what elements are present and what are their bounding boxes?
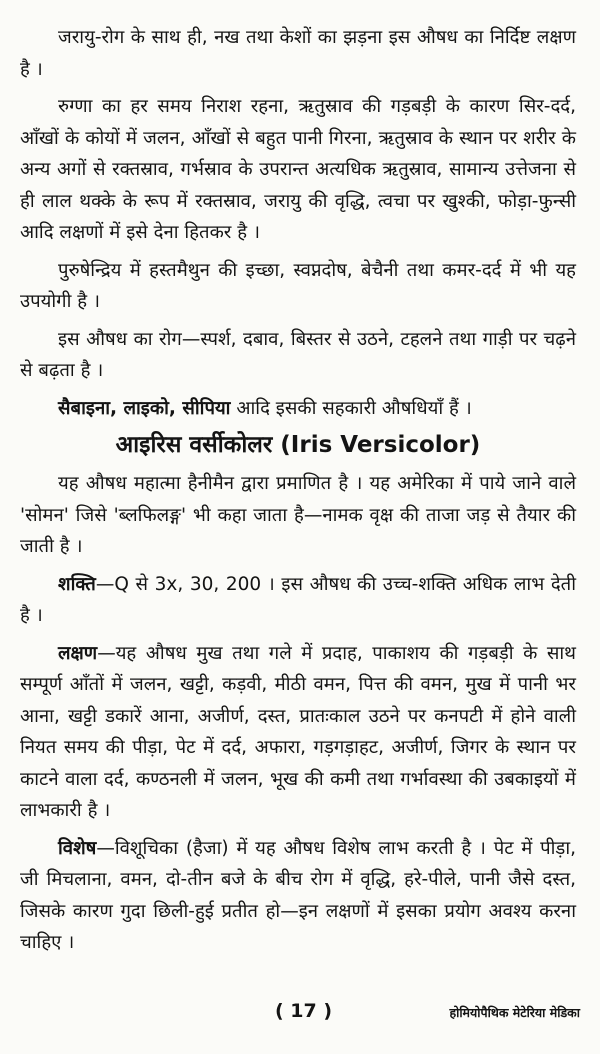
paragraph-text: —विशूचिका (हैजा) में यह औषध विशेष लाभ करती है । पेट में पीड़ा, जी मिचलाना, वमन, दो-तीन बजे के बीच रोग में वृद्धि, हरे-पीले, पानी जैसे दस्त, जिसके कारण गुदा छिली-हुई प्रतीत हो—इन लक्षणों में इसका प्रयोग अवश्य करना चाहिए । — [20, 837, 576, 953]
indications-label: लक्षण — [58, 642, 98, 664]
paragraph-potency — [20, 569, 576, 632]
paragraph-text: आदि इसकी सहकारी औषधियाँ हैं । — [230, 397, 472, 419]
paragraph-text: इस औषध का रोग—स्पर्श, दबाव, बिस्तर से उठने, टहलने तथा गाड़ी पर चढ़ने से बढ़ता है । — [20, 328, 576, 381]
paragraph-origin — [20, 468, 576, 563]
paragraph-nail-hair-loss — [20, 22, 576, 85]
book-title: होमियोपैथिक मेटेरिया मेडिका — [449, 1005, 580, 1020]
remedy-names: सैबाइना, लाइको, सीपिया — [58, 397, 231, 419]
paragraph-text: पुरुषेन्द्रिय में हस्तमैथुन की इच्छा, स्वप्नदोष, बेचैनी तथा कमर-दर्द में भी यह उपयोगी है । — [20, 259, 577, 312]
paragraph-text: —यह औषध मुख तथा गले में प्रदाह, पाकाशय की गड़बड़ी के साथ सम्पूर्ण आँतों में जलन, खट्टी, कड़वी, मीठी वमन, पित्त की वमन, मुख में पानी भर आना, खट्टी डकारें आना, अजीर्ण, दस्त, प्रातःकाल उठने पर कनपटी में होने वाली नियत समय की पीड़ा, पेट में दर्द, अफारा, गड़गड़ाहट, अजीर्ण, जिगर के स्थान पर काटने वाला दर्द, कण्ठनली में जलन, भूख की कमी तथा गर्भावस्था की उबकाइयों में लाभकारी है । — [20, 642, 576, 821]
page-footer — [20, 1000, 580, 1026]
paragraph-text: रुग्णा का हर समय निराश रहना, ऋतुस्राव की गड़बड़ी के कारण सिर-दर्द, आँखों के कोयों में जलन, आँखों से बहुत पानी गिरना, ऋतुस्राव के स्थान पर शरीर के अन्य अगों से रक्तस्राव, गर्भस्राव के उपरान्त अत्यधिक ऋतुस्राव, सामान्य उत्तेजना से ही लाल थक्के के रूप में रक्तस्राव, जरायु की वृद्धि, त्वचा पर खुश्की, फोड़ा-फुन्सी आदि लक्षणों में इसे देना हितकर है । — [20, 96, 576, 243]
paragraph-symptoms — [20, 91, 576, 249]
paragraph-complementary-remedies — [20, 393, 576, 425]
paragraph-special — [20, 833, 576, 959]
section-heading: आइरिस वर्सीकोलर (Iris Versicolor) — [115, 432, 481, 458]
paragraph-male-symptoms — [20, 255, 576, 318]
special-label: विशेष — [58, 837, 97, 859]
paragraph-aggravation — [20, 324, 576, 387]
paragraph-text: यह औषध महात्मा हैनीमैन द्वारा प्रमाणित है । यह अमेरिका में पाये जाने वाले 'सोमन' जिसे 'ब्लफिलङ्ग' भी कहा जाता है—नामक वृक्ष की ताजा जड़ से तैयार की जाती है । — [20, 473, 576, 557]
potency-label: शक्ति — [58, 573, 96, 595]
paragraph-text: जरायु-रोग के साथ ही, नख तथा केशों का झड़ना इस औषध का निर्दिष्ट लक्षण है । — [20, 27, 576, 80]
page-number: ( 17 ) — [275, 1000, 333, 1022]
paragraph-indications — [20, 638, 576, 827]
paragraph-text: —Q से 3x, 30, 200 । इस औषध की उच्च-शक्ति अधिक लाभ देती है । — [20, 573, 576, 626]
